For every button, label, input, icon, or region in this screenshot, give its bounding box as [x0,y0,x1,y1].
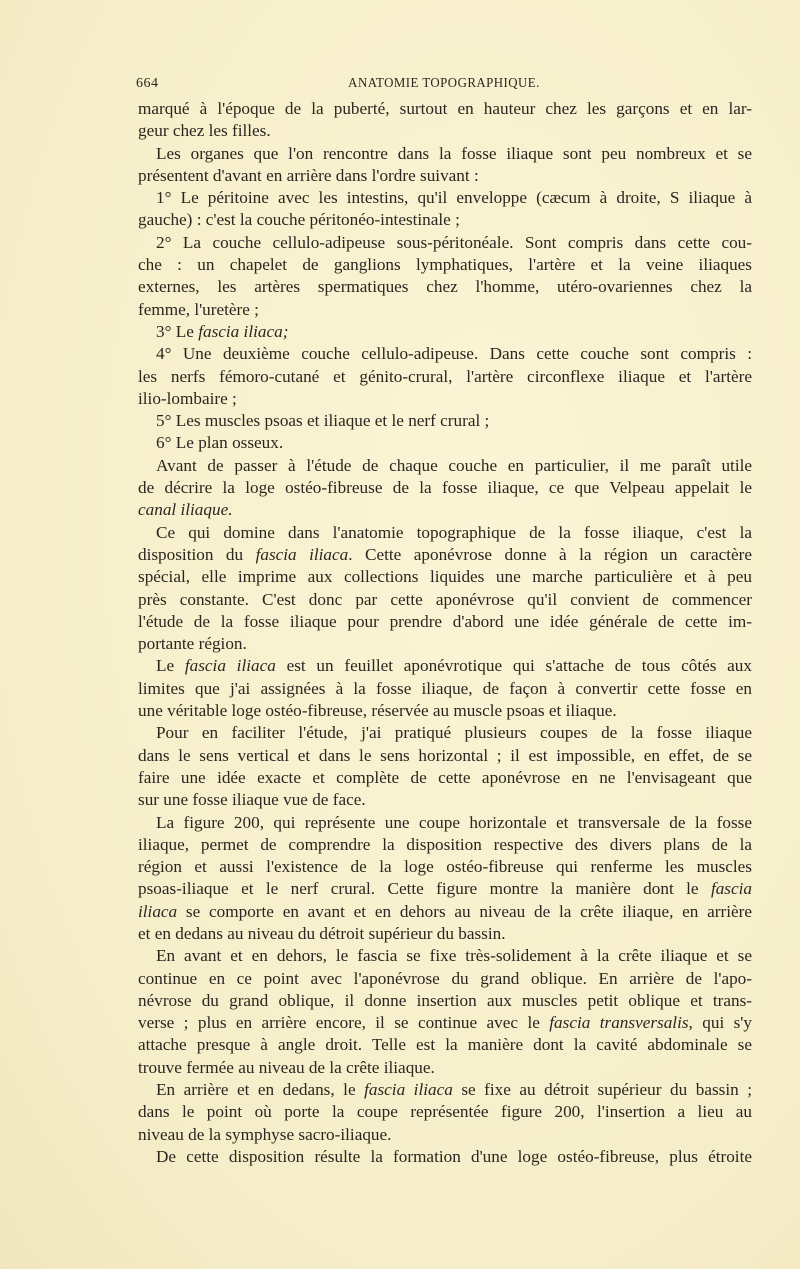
text-line [138,611,752,633]
italic-term: fascia iliaca; [198,321,289,341]
text-line [138,209,752,231]
text-line [138,968,752,990]
text-line [138,477,752,499]
text-run: de décrire la loge ostéo-fibreuse de la fosse iliaque, ce que Velpeau appelait le [138,478,752,498]
paragraph [138,522,752,656]
italic-term: fascia iliaca [184,656,276,676]
paragraph [138,945,752,1079]
text-run: geur chez les filles. [138,121,271,141]
text-run: sur une fosse iliaque vue de face. [138,790,366,810]
text-line [138,901,752,923]
running-header [136,76,752,96]
text-run: limites que j'ai assignées à la fosse iliaque, de façon à convertir cette fosse en [138,678,752,698]
text-run: En avant et en dehors, le fascia se fixe très-solidement à la crête iliaque et se [156,946,752,966]
text-run: 2° La couche cellulo-adipeuse sous-péritonéale. Sont compris dans cette cou- [156,232,752,252]
text-run: La figure 200, qui représente une coupe horizontale et transversale de la fosse [156,812,752,832]
text-line [138,388,752,410]
text-line [138,165,752,187]
text-line [138,923,752,945]
text-line [138,410,752,432]
italic-term: fascia transversalis, [549,1013,693,1033]
text-run: les nerfs fémoro-cutané et génito-crural, l'artère circonflexe iliaque et l'artère [138,366,752,386]
text-line [138,522,752,544]
text-run: faire une idée exacte et complète de cette aponévrose en ne l'envisageant que [138,767,752,787]
text-line [138,789,752,811]
paragraph [138,812,752,946]
paragraph [138,1146,752,1168]
text-run: Les organes que l'on rencontre dans la fosse iliaque sont peu nombreux et se [156,143,752,163]
text-line [138,722,752,744]
paragraph [138,722,752,811]
text-line [138,878,752,900]
text-run: En arrière et en dedans, le [156,1080,365,1100]
text-run: région et aussi l'existence de la loge ostéo-fibreuse qui renferme les muscles [138,857,752,877]
text-line [138,700,752,722]
italic-term: fascia [710,879,752,899]
text-run: continue en ce point avec l'aponévrose du grand oblique. En arrière de l'apo- [138,968,752,988]
paragraph [138,321,752,343]
text-line [138,1124,752,1146]
text-run: 4° Une deuxième couche cellulo-adipeuse. Dans cette couche sont compris : [156,344,752,364]
text-run: che : un chapelet de ganglions lymphatiques, l'artère et la veine iliaques [138,255,752,275]
paragraph [138,455,752,522]
text-run: portante région. [138,634,247,654]
text-run: gauche) : c'est la couche péritonéo-intestinale ; [138,210,460,230]
text-run: niveau de la symphyse sacro-iliaque. [138,1124,392,1144]
text-run: attache presque à angle droit. Telle est la manière dont la cavité abdominale se [138,1035,752,1055]
text-run: et en dedans au niveau du détroit supérieur du bassin. [138,923,506,943]
text-line [138,187,752,209]
text-line [138,655,752,677]
text-line [138,1079,752,1101]
italic-term: canal iliaque. [138,500,233,520]
text-run: Avant de passer à l'étude de chaque couche en particulier, il me paraît utile [156,455,752,475]
text-line [138,98,752,120]
text-run: névrose du grand oblique, il donne insertion aux muscles petit oblique et trans- [138,990,752,1010]
text-run: qui s'y [692,1013,753,1033]
text-run: Pour en faciliter l'étude, j'ai pratiqué plusieurs coupes de la fosse iliaque [156,723,752,743]
paragraph [138,143,752,188]
text-run: dans le point où porte la coupe représentée figure 200, l'insertion a lieu au [138,1102,752,1122]
text-run: De cette disposition résulte la formation d'une loge ostéo-fibreuse, plus étroite [156,1146,752,1166]
text-line [138,276,752,298]
text-line [138,678,752,700]
text-line [138,812,752,834]
text-line [138,366,752,388]
text-run: iliaque, permet de comprendre la disposition respective des divers plans de la [138,834,752,854]
italic-term: iliaca [138,901,178,921]
text-run: . Cette aponévrose donne à la région un caractère [348,544,752,564]
text-run: disposition du [138,544,256,564]
text-run: se fixe au détroit supérieur du bassin ; [452,1080,752,1100]
text-line [138,633,752,655]
text-line [138,432,752,454]
text-run: dans le sens vertical et dans le sens horizontal ; il est impossible, en effet, de se [138,745,752,765]
text-line [138,767,752,789]
text-line [138,856,752,878]
italic-term: fascia iliaca [255,544,349,564]
text-line [138,299,752,321]
text-line [138,1057,752,1079]
text-line [138,745,752,767]
paragraph [138,98,752,143]
text-run: 6° Le plan osseux. [156,433,284,453]
text-run: est un feuillet aponévrotique qui s'attache de tous côtés aux [275,656,752,676]
paragraph [138,1079,752,1146]
text-line [138,1012,752,1034]
text-run: femme, l'uretère ; [138,299,259,319]
text-run: 3° Le [156,321,199,341]
text-line [138,499,752,521]
paragraph [138,187,752,232]
paragraph [138,432,752,454]
text-line [138,566,752,588]
text-run: une véritable loge ostéo-fibreuse, réservée au muscle psoas et iliaque. [138,701,617,721]
italic-term: fascia iliaca [364,1080,453,1100]
text-line [138,544,752,566]
text-line [138,343,752,365]
text-run: externes, les artères spermatiques chez l'homme, utéro-ovariennes chez la [138,277,752,297]
text-run: près constante. C'est donc par cette aponévrose qu'il convient de commencer [138,589,752,609]
text-line [138,1146,752,1168]
text-run: trouve fermée au niveau de la crête iliaque. [138,1057,435,1077]
text-run: 1° Le péritoine avec les intestins, qu'il enveloppe (cæcum à droite, S iliaque à [156,188,752,208]
text-run: psoas-iliaque et le nerf crural. Cette figure montre la manière dont le [138,879,711,899]
text-line [138,1101,752,1123]
text-line [138,232,752,254]
text-run: Le [156,656,185,676]
paragraph [138,343,752,410]
text-line [138,1034,752,1056]
text-line [138,321,752,343]
body-text [138,98,752,1168]
running-title: ANATOMIE TOPOGRAPHIQUE. [348,76,540,91]
text-run: marqué à l'époque de la puberté, surtout en hauteur chez les garçons et en lar- [138,99,752,118]
text-line [138,120,752,142]
text-line [138,143,752,165]
text-run: ilio-lombaire ; [138,388,237,408]
text-run: l'étude de la fosse iliaque pour prendre d'abord une idée générale de cette im- [138,611,752,631]
paragraph [138,410,752,432]
text-line [138,990,752,1012]
text-line [138,254,752,276]
text-run: verse ; plus en arrière encore, il se continue avec le [138,1013,550,1033]
text-line [138,945,752,967]
text-run: spécial, elle imprime aux collections liquides une marche particulière et à peu [138,567,752,587]
page-number: 664 [136,76,159,91]
text-run: Ce qui domine dans l'anatomie topographique de la fosse iliaque, c'est la [156,522,752,542]
text-line [138,455,752,477]
paragraph [138,655,752,722]
text-run: 5° Les muscles psoas et iliaque et le nerf crural ; [156,411,490,431]
text-run: se comporte en avant et en dehors au niveau de la crête iliaque, en arrière [177,901,752,921]
text-line [138,834,752,856]
text-line [138,589,752,611]
paragraph [138,232,752,321]
text-run: présentent d'avant en arrière dans l'ordre suivant : [138,165,479,185]
